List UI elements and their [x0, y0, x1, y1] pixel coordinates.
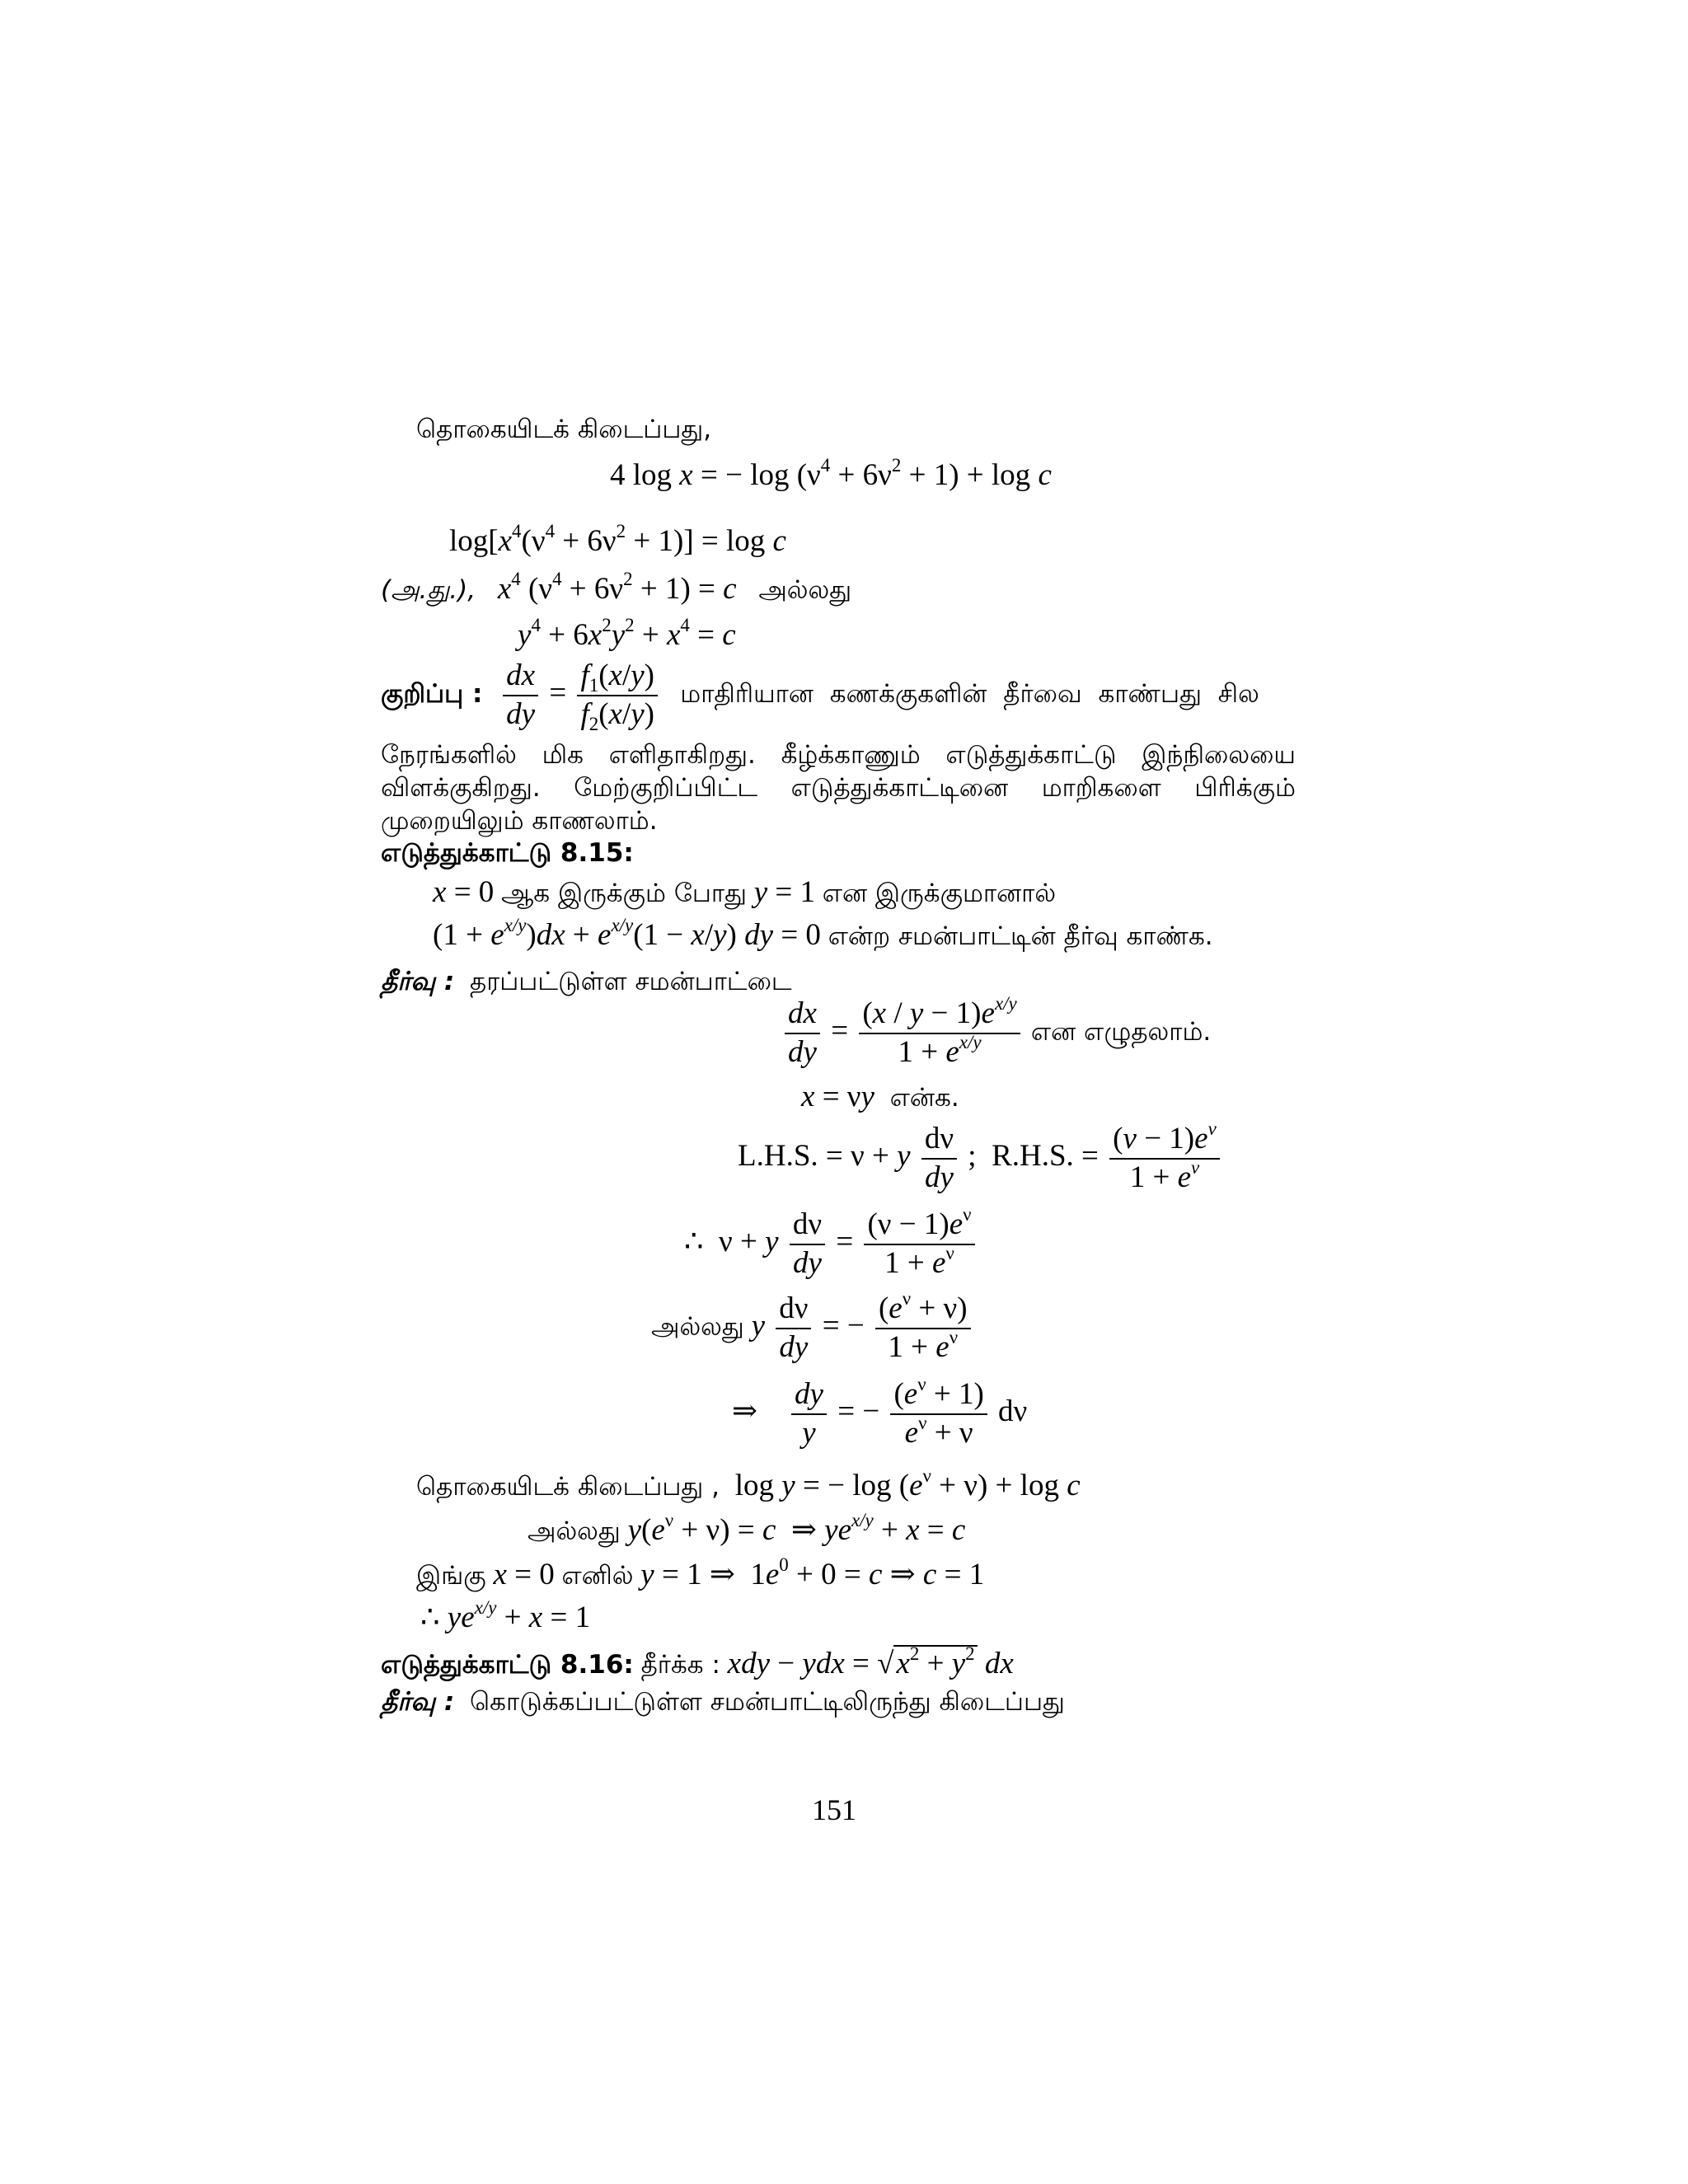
note-label: குறிப்பு :: [381, 679, 483, 710]
equation-log-sum: 4 log x = − $\log (\nu^4 + 6\nu^2 + 1) + \log c$: [610, 454, 1052, 492]
solution-815-line: [381, 964, 792, 997]
page-number: 151: [812, 1793, 856, 1826]
or-line-dvdy: அல்லது y $\frac{d\nu}{dy}$ = − $\frac{(e^\nu + \nu)}{1 + e^\nu}$: [651, 1292, 974, 1364]
example-815-condition: x = 0 ஆக இருக்கும் போது y = 1 என இருக்குமானால்: [433, 875, 1057, 909]
integrating-text-2: தொகையிடக் கிடைப்பது ,: [416, 1472, 720, 1502]
example-815-label: எடுத்துக்காட்டு 8.15:: [381, 838, 634, 868]
solution-816-line: [381, 1685, 1065, 1718]
implies-line: ⇒ $\frac{dy}{y}$ = − $\frac{(e^\nu + 1)}{e^\nu + \nu}$ dν: [732, 1373, 1028, 1450]
given-eq-text: தரப்பட்டுள்ள சமன்பாட்டை: [470, 967, 792, 996]
can-write-text: என எழுதலாம்.: [1030, 1017, 1212, 1047]
example-816-line: எடுத்துக்காட்டு 8.16: தீர்க்க : xdy − ydx = $√x^2 + y^2$ dx: [381, 1643, 1014, 1680]
example-815-equation: $(1 + e^{x/y})dx + e^{x/y}(1 - x/y)$ dy = 0 என்ற சமன்பாட்டின் தீர்வு காண்க.: [433, 914, 1213, 952]
or-word-2: அல்லது: [651, 1312, 744, 1343]
if-text: எனில்: [561, 1561, 634, 1591]
equation-log-product: $\log[x^4(\nu^4 + 6\nu^2 + 1)] = \log c$: [449, 520, 786, 558]
note-line: குறிப்பு : $\frac{dx}{dy}$ = $\frac{f_1(x/y)}{f_2(x/y)}$ மாதிரியான கணக்குகளின் தீர்வை காண்பது சில: [381, 658, 1259, 734]
solve-word: தீர்க்க :: [640, 1650, 720, 1680]
integrating-line-2: தொகையிடக் கிடைப்பது , log y = − $\log (e^\nu + \nu) + \log c$: [416, 1465, 1081, 1502]
equation-final-815-prev: $y^4 + 6x^2y^2 + x^4 = c$: [518, 614, 736, 652]
here-text: இங்கு: [416, 1561, 486, 1591]
ex815-eq-text: என்ற சமன்பாட்டின் தீர்வு காண்க.: [828, 921, 1213, 951]
note-para-1: நேரங்களில் மிக எளிதாகிறது. கீழ்க்காணும் எடுத்துக்காட்டு இந்நிலையை: [381, 740, 1296, 770]
example-816-label: எடுத்துக்காட்டு 8.16:: [381, 1650, 634, 1680]
solution-label-815: தீர்வு :: [381, 967, 455, 996]
lhs-rhs-line: L.H.S. = ν + y $\frac{d\nu}{dy}$ ; R.H.S. = $\frac{(v - 1)e^v}{1 + e^v}$: [738, 1122, 1223, 1194]
note-tail: மாதிரியான கணக்குகளின் தீர்வை காண்பது சில: [680, 679, 1259, 710]
or-line-result: அல்லது $y(e^\nu + \nu) = c$ ⇒ $ye^{x/y} + x = c$: [528, 1509, 966, 1547]
integrating-text-1: தொகையிடக் கிடைப்பது,: [416, 415, 712, 444]
solution-label-816: தீர்வு :: [381, 1687, 455, 1717]
final-answer-815: ∴ $ye^{x/y} + x = 1$: [420, 1596, 591, 1634]
equation-dxdy: $\frac{dx}{dy}$ = $\frac{(x / y - 1)e^{x/y}}{1 + e^{x/y}}$ என எழுதலாம்.: [781, 997, 1211, 1069]
or-word-3: அல்லது: [528, 1516, 621, 1546]
note-para-2: விளக்குகிறது. மேற்குறிப்பிட்ட எடுத்துக்காட்டினை மாறிகளை பிரிக்கும்: [381, 773, 1296, 803]
initial-condition-line: இங்கு x = 0 எனில் y = 1 ⇒ $1e^0 + 0 = c$ ⇒ c = 1: [416, 1554, 985, 1591]
let-word: என்க.: [889, 1083, 959, 1113]
therefore-line: ∴ ν + y $\frac{d\nu}{dy}$ = $\frac{(\nu - 1)e^\nu}{1 + e^\nu}$: [684, 1208, 978, 1280]
ie-abbrev: (அ.து.),: [381, 575, 476, 605]
ex815-cond-text-b: என இருக்குமானால்: [822, 879, 1057, 908]
ex815-cond-text-a: ஆக இருக்கும் போது: [501, 879, 747, 908]
or-word-1: அல்லது: [758, 575, 852, 605]
note-para-3: முறையிலும் காணலாம்.: [381, 806, 658, 836]
substitution-line: x = νy என்க.: [801, 1080, 959, 1113]
solution-816-text: கொடுக்கப்பட்டுள்ள சமன்பாட்டிலிருந்து கிடைப்பது: [470, 1687, 1065, 1717]
equation-ie-line: (அ.து.), $x^4$ $(\nu^4 + 6\nu^2 + 1) = c$ அல்லது: [381, 568, 852, 606]
